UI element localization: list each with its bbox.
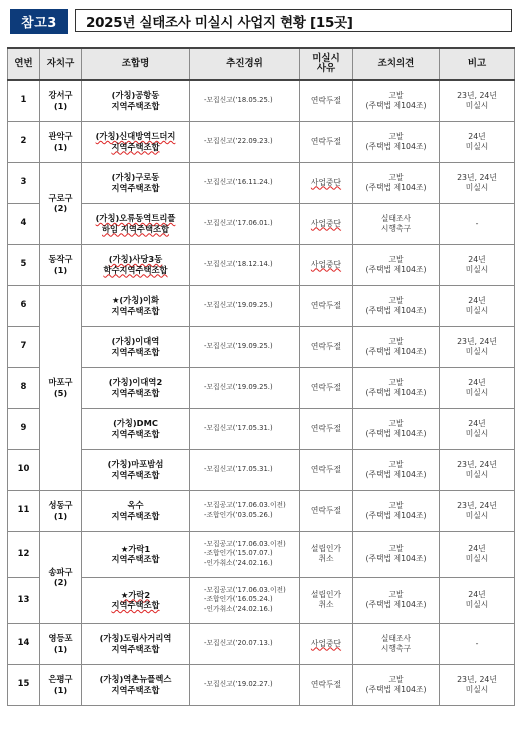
col-header-history: 추진경위 xyxy=(190,48,300,80)
progress-history xyxy=(190,203,300,244)
union-name: (가칭)공항동 지역주택조합 xyxy=(82,80,190,121)
progress-history xyxy=(190,408,300,449)
progress-history xyxy=(190,121,300,162)
remarks: - xyxy=(440,203,515,244)
union-name: ★가락2 지역주택조합 xyxy=(82,577,190,623)
union-name: (가칭)역촌뉴플렉스 지역주택조합 xyxy=(82,664,190,705)
action-opinion: 실태조사 시행촉구 xyxy=(353,203,440,244)
history-entry: -모집신고(’19.02.27.) xyxy=(204,679,273,688)
row-number: 15 xyxy=(8,664,40,705)
remarks: 23년, 24년 미실시 xyxy=(440,162,515,203)
union-name: (가칭)이대역 지역주택조합 xyxy=(82,326,190,367)
page-header xyxy=(10,9,514,34)
union-name: ★가락1 지역주택조합 xyxy=(82,531,190,577)
non-implementation-reason: 연락두절 xyxy=(300,490,353,531)
page-title: 2025년 실태조사 미실시 사업지 현황 [15곳] xyxy=(86,14,353,31)
title-box xyxy=(75,9,512,32)
remarks: 23년, 24년 미실시 xyxy=(440,80,515,121)
non-implementation-reason: 연락두절 xyxy=(300,285,353,326)
table-row xyxy=(8,121,515,162)
remarks: 23년, 24년 미실시 xyxy=(440,490,515,531)
district-cell: 성동구 (1) xyxy=(40,490,82,531)
district-cell: 영등포 (1) xyxy=(40,623,82,664)
table-row xyxy=(8,367,515,408)
union-name: (가칭)오류동역트리플 하임 지역주택조합 xyxy=(82,203,190,244)
table-row xyxy=(8,408,515,449)
action-opinion: 고발 (주택법 제104조) xyxy=(353,449,440,490)
remarks: 24년 미실시 xyxy=(440,244,515,285)
history-entry: -인가취소(’24.02.16.) xyxy=(204,604,273,613)
row-number: 1 xyxy=(8,80,40,121)
progress-history xyxy=(190,367,300,408)
history-entry: -모집신고(’17.05.31.) xyxy=(204,423,273,432)
remarks: 24년 미실시 xyxy=(440,367,515,408)
history-entry: -모집신고(’20.07.13.) xyxy=(204,638,273,647)
reference-tag: 참고3 xyxy=(10,9,68,34)
row-number: 14 xyxy=(8,623,40,664)
union-name: (가칭)DMC 지역주택조합 xyxy=(82,408,190,449)
history-entry: -인가취소(’24.02.16.) xyxy=(204,558,273,567)
table-row xyxy=(8,577,515,623)
union-name: ★(가칭)이화 지역주택조합 xyxy=(82,285,190,326)
district-cell: 구로구 (2) xyxy=(40,162,82,244)
progress-history xyxy=(190,664,300,705)
non-implementation-reason: 연락두절 xyxy=(300,449,353,490)
district-cell: 관악구 (1) xyxy=(40,121,82,162)
progress-history xyxy=(190,490,300,531)
history-entry: -모집신고(’19.09.25.) xyxy=(204,300,273,309)
table-row xyxy=(8,203,515,244)
non-implementation-reason: 사업중단 xyxy=(300,162,353,203)
district-cell: 송파구 (2) xyxy=(40,531,82,623)
table-row xyxy=(8,244,515,285)
non-implementation-reason: 연락두절 xyxy=(300,326,353,367)
action-opinion: 고발 (주택법 제104조) xyxy=(353,577,440,623)
history-entry: -모집신고(’17.05.31.) xyxy=(204,464,273,473)
row-number: 10 xyxy=(8,449,40,490)
history-entry: -모집신고(’22.09.23.) xyxy=(204,136,273,145)
col-header-action: 조치의견 xyxy=(353,48,440,80)
district-cell: 동작구 (1) xyxy=(40,244,82,285)
action-opinion: 고발 (주택법 제104조) xyxy=(353,80,440,121)
union-name: (가칭)구로동 지역주택조합 xyxy=(82,162,190,203)
progress-history xyxy=(190,577,300,623)
remarks: 24년 미실시 xyxy=(440,285,515,326)
row-number: 11 xyxy=(8,490,40,531)
remarks: 24년 미실시 xyxy=(440,531,515,577)
non-implementation-reason: 연락두절 xyxy=(300,367,353,408)
action-opinion: 실태조사 시행촉구 xyxy=(353,623,440,664)
progress-history xyxy=(190,449,300,490)
col-header-note: 비고 xyxy=(440,48,515,80)
union-name: 옥수 지역주택조합 xyxy=(82,490,190,531)
row-number: 13 xyxy=(8,577,40,623)
non-implementation-reason: 사업중단 xyxy=(300,623,353,664)
action-opinion: 고발 (주택법 제104조) xyxy=(353,490,440,531)
union-name: (가칭)사당3동 학수지역주택조합 xyxy=(82,244,190,285)
remarks: 24년 미실시 xyxy=(440,121,515,162)
table-row xyxy=(8,162,515,203)
history-entry: -모집신고(’16.11.24.) xyxy=(204,177,273,186)
district-cell: 마포구 (5) xyxy=(40,285,82,490)
row-number: 3 xyxy=(8,162,40,203)
action-opinion: 고발 (주택법 제104조) xyxy=(353,285,440,326)
remarks: 24년 미실시 xyxy=(440,408,515,449)
history-entry: -모집신고(’19.09.25.) xyxy=(204,341,273,350)
history-entry: -모집공고(’17.06.03.이전) xyxy=(204,586,286,595)
table-row xyxy=(8,285,515,326)
row-number: 12 xyxy=(8,531,40,577)
col-header-reason: 미실시 사유 xyxy=(300,48,353,80)
action-opinion: 고발 (주택법 제104조) xyxy=(353,326,440,367)
history-entry: -모집신고(’17.06.01.) xyxy=(204,218,273,227)
col-header-name: 조합명 xyxy=(82,48,190,80)
progress-history xyxy=(190,623,300,664)
history-entry: -모집공고(’17.06.03.이전) xyxy=(204,501,286,510)
progress-history xyxy=(190,326,300,367)
progress-history xyxy=(190,244,300,285)
remarks: 23년, 24년 미실시 xyxy=(440,664,515,705)
district-cell: 강서구 (1) xyxy=(40,80,82,121)
union-name: (가칭)마포밤섬 지역주택조합 xyxy=(82,449,190,490)
table-header-row xyxy=(8,48,515,80)
union-name: (가칭)이대역2 지역주택조합 xyxy=(82,367,190,408)
remarks: 23년, 24년 미실시 xyxy=(440,326,515,367)
non-implementation-reason: 연락두절 xyxy=(300,664,353,705)
non-implementation-reason: 연락두절 xyxy=(300,121,353,162)
remarks: 23년, 24년 미실시 xyxy=(440,449,515,490)
progress-history xyxy=(190,80,300,121)
col-header-district: 자치구 xyxy=(40,48,82,80)
action-opinion: 고발 (주택법 제104조) xyxy=(353,244,440,285)
row-number: 2 xyxy=(8,121,40,162)
history-entry: -모집신고(’18.05.25.) xyxy=(204,96,273,105)
non-implementation-reason: 연락두절 xyxy=(300,408,353,449)
history-entry: -모집공고(’17.06.03.이전) xyxy=(204,540,286,549)
table-row xyxy=(8,490,515,531)
row-number: 4 xyxy=(8,203,40,244)
row-number: 7 xyxy=(8,326,40,367)
district-cell: 은평구 (1) xyxy=(40,664,82,705)
history-entry: -조합인가(’15.07.07.) xyxy=(204,549,273,558)
row-number: 9 xyxy=(8,408,40,449)
action-opinion: 고발 (주택법 제104조) xyxy=(353,408,440,449)
progress-history xyxy=(190,162,300,203)
non-implementation-reason: 연락두절 xyxy=(300,80,353,121)
action-opinion: 고발 (주택법 제104조) xyxy=(353,531,440,577)
history-entry: -조합인가(’03.05.26.) xyxy=(204,510,273,519)
non-implementation-reason: 사업중단 xyxy=(300,203,353,244)
row-number: 8 xyxy=(8,367,40,408)
table-row xyxy=(8,531,515,577)
non-implementation-reason: 설립인가 취소 xyxy=(300,577,353,623)
action-opinion: 고발 (주택법 제104조) xyxy=(353,664,440,705)
history-entry: -모집신고(’18.12.14.) xyxy=(204,259,273,268)
union-name: (가칭)도림사거리역 지역주택조합 xyxy=(82,623,190,664)
remarks: 24년 미실시 xyxy=(440,577,515,623)
table-row xyxy=(8,80,515,121)
history-entry: -조합인가(’16.05.24.) xyxy=(204,595,273,604)
remarks: - xyxy=(440,623,515,664)
table-row xyxy=(8,623,515,664)
status-table xyxy=(7,47,515,706)
non-implementation-reason: 사업중단 xyxy=(300,244,353,285)
table-row xyxy=(8,326,515,367)
history-entry: -모집신고(’19.09.25.) xyxy=(204,382,273,391)
action-opinion: 고발 (주택법 제104조) xyxy=(353,162,440,203)
progress-history xyxy=(190,531,300,577)
table-row xyxy=(8,664,515,705)
action-opinion: 고발 (주택법 제104조) xyxy=(353,367,440,408)
non-implementation-reason: 설립인가 취소 xyxy=(300,531,353,577)
row-number: 5 xyxy=(8,244,40,285)
table-row xyxy=(8,449,515,490)
row-number: 6 xyxy=(8,285,40,326)
union-name: (가칭)신대방역드더지 지역주택조합 xyxy=(82,121,190,162)
action-opinion: 고발 (주택법 제104조) xyxy=(353,121,440,162)
progress-history xyxy=(190,285,300,326)
col-header-no: 연번 xyxy=(8,48,40,80)
